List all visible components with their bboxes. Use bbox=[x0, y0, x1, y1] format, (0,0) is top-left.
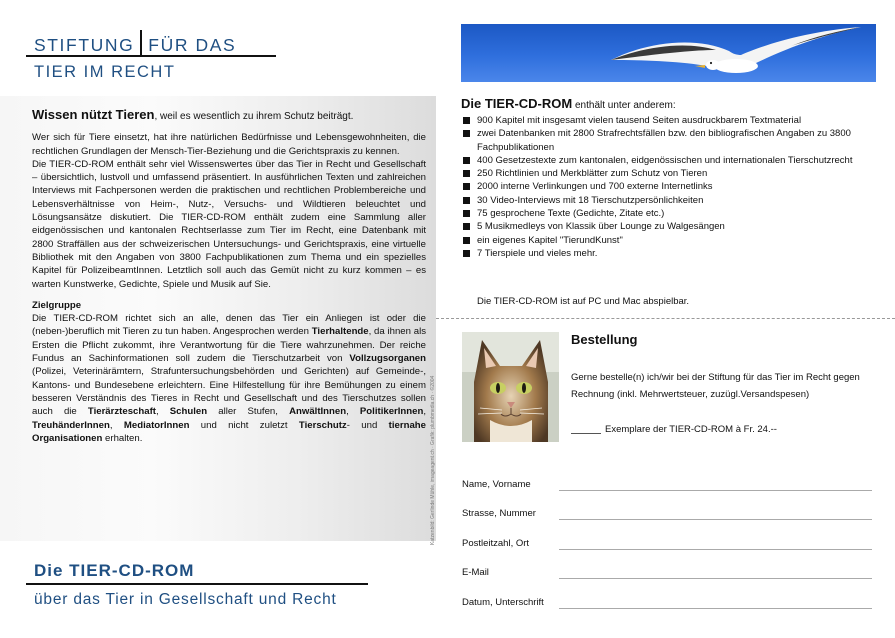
text-run: (Polizei, Veterinärämtern, Strafuntersuchungsbehörden und Gerichten) auf Gemeinde-, Kantons- und Bundesebene erleichtern. Eine Hilfestellung für ihre Bemühungen zu einem besseren Verständnis des Tieres in Recht und Gesellschaft und des Tierschutzes sollen auch die bbox=[32, 366, 426, 418]
intro-paragraph: Wer sich für Tiere einsetzt, hat ihre natürlichen Bedürfnisse und Lebensgewohnheiten, die rechtlichen Grundlagen der Mensch-Tier-Beziehung und die Gerichtspraxis zu kennen. bbox=[32, 132, 426, 157]
copies-line bbox=[571, 423, 777, 435]
order-text: Gerne bestelle(n) ich/wir bei der Stiftung für das Tier im Recht gegen Rechnung (inkl. Mehrwertsteuer, zuzügl.Versandspesen) bbox=[571, 372, 860, 400]
text-run: , da ihnen als Ersten die Pflicht zukommt, ihre Verantwortung für die Tiere wahrzunehmen. Der reiche Fundus an Sachinformationen soll zudem die Tierschutzarbeit von bbox=[32, 326, 427, 365]
list-item: ein eigenes Kapitel "TierundKunst" bbox=[461, 234, 881, 247]
bold-term: AnwältInnen bbox=[289, 406, 347, 418]
copies-label: Exemplare der TIER-CD-ROM à Fr. 24.-- bbox=[605, 424, 777, 435]
list-item: 900 Kapitel mit insgesamt vielen tausend Seiten ausdruckbarem Textmaterial bbox=[461, 114, 881, 127]
text-run: , bbox=[423, 406, 427, 418]
form-row-street bbox=[462, 508, 872, 522]
text-run: , bbox=[109, 419, 124, 431]
bold-term: TreuhänderInnen bbox=[32, 419, 110, 431]
bold-term: Tierschutz bbox=[298, 419, 347, 431]
features-heading-title: Die TIER-CD-ROM bbox=[461, 96, 573, 111]
lead-line bbox=[32, 108, 426, 123]
logo-rule bbox=[26, 55, 276, 57]
list-item: 5 Musikmedleys von Klassik über Lounge zu Walgesängen bbox=[461, 220, 881, 233]
email-field[interactable] bbox=[559, 578, 872, 579]
text-run: , bbox=[155, 406, 170, 418]
postcode-field[interactable] bbox=[559, 549, 872, 550]
image-credit-vertical: Katzenbild: Gerlinde Mühle, imageagent.ch · Grafik: plumbmedia.ch · ©2004 bbox=[430, 375, 436, 545]
bold-term: Vollzugsorganen bbox=[349, 353, 426, 365]
text-run: , bbox=[346, 406, 360, 418]
text-run: aller Stufen, bbox=[207, 406, 290, 418]
order-title: Bestellung bbox=[571, 332, 638, 347]
bold-term: MediatorInnen bbox=[123, 419, 190, 431]
logo-line1 bbox=[34, 30, 236, 56]
name-field[interactable] bbox=[559, 490, 872, 491]
list-item: 400 Gesetzestexte zum kantonalen, eidgenössischen und internationalen Tierschutzrecht bbox=[461, 154, 881, 167]
field-label: Name, Vorname bbox=[462, 479, 531, 490]
cat-photo bbox=[462, 332, 559, 442]
logo-words-fuer-das: FÜR DAS bbox=[148, 35, 237, 55]
logo-line2: TIER IM RECHT bbox=[34, 63, 176, 81]
signature-field[interactable] bbox=[559, 608, 872, 609]
cat-icon bbox=[462, 332, 559, 442]
bold-term: PolitikerInnen bbox=[359, 406, 424, 418]
cd-title-rule bbox=[26, 583, 368, 585]
text-run: und nicht zuletzt bbox=[189, 419, 299, 431]
platform-note: Die TIER-CD-ROM ist auf PC und Mac abspielbar. bbox=[477, 296, 690, 307]
text-run: - und bbox=[346, 419, 389, 431]
features-heading bbox=[461, 95, 676, 113]
list-item: zwei Datenbanken mit 2800 Strafrechtsfällen bzw. den bibliografischen Angaben zu 3800 Fachpublikationen bbox=[461, 127, 881, 154]
logo-divider bbox=[140, 30, 142, 56]
list-item: 30 Video-Interviews mit 18 Tierschutzpersönlichkeiten bbox=[461, 194, 881, 207]
zielgruppe-paragraph bbox=[32, 312, 426, 445]
list-item: 7 Tierspiele und vieles mehr. bbox=[461, 247, 881, 260]
bold-term: Schulen bbox=[169, 406, 208, 418]
lead-title: Wissen nützt Tieren bbox=[32, 107, 155, 122]
seagull-icon bbox=[461, 24, 876, 82]
spacer bbox=[32, 291, 426, 299]
cd-subtitle: über das Tier in Gesellschaft und Recht bbox=[34, 591, 337, 608]
bold-term: Tierärzteschaft bbox=[87, 406, 156, 418]
list-item: 75 gesprochene Texte (Gedichte, Zitate etc.) bbox=[461, 207, 881, 220]
spacer bbox=[32, 123, 426, 131]
list-item: 250 Richtlinien und Merkblätter zum Schutz von Tieren bbox=[461, 167, 881, 180]
field-label: Postleitzahl, Ort bbox=[462, 538, 530, 549]
bold-term: Tierhaltende bbox=[311, 326, 369, 338]
list-item: 2000 interne Verlinkungen und 700 externe Internetlinks bbox=[461, 180, 881, 193]
field-label: Strasse, Nummer bbox=[462, 508, 536, 519]
field-label: Datum, Unterschrift bbox=[462, 597, 544, 608]
field-label: E-Mail bbox=[462, 567, 489, 578]
features-heading-rest: enthält unter anderem: bbox=[572, 100, 676, 111]
form-row-name bbox=[462, 479, 872, 493]
form-row-email bbox=[462, 567, 872, 581]
seagull-banner-image bbox=[461, 24, 876, 82]
text-run: Die TIER-CD-ROM richtet sich an alle, denen das Tier ein Anliegen ist oder die (neben-)beruflich mit Tieren zu tun haben. Angesprochen werden bbox=[32, 313, 426, 338]
zielgruppe-heading: Zielgruppe bbox=[32, 299, 82, 311]
text-run: erhalten. bbox=[102, 432, 143, 444]
content-paragraph: Die TIER-CD-ROM enthält sehr viel Wissenswertes über das Tier in Recht und Gesellschaft – übersichtlich, lustvoll und umfassend präsentiert. In ausführlichen Texten und zahlreichen Interviews mit Fachpersonen werden die praktischen und rechtlichen Problembereiche und Lebensverhältnisse von Heim-, Nutz-, Versuchs- und Wildtieren beleuchtet und Lösungsansätze diskutiert. Die TIER-CD-ROM enthält zudem eine Sammlung aller eidgenössischen und kantonalen Rechtserlasse zum Tier im Recht, eine Datenbank mit 2800 Straffällen aus der schweizerischen Untersuchungs- und Gerichtspraxis, eine virtuelle Bibliothek mit den Angaben von 3800 Fachpublikationen zum Thema und ein spezielles Kapitel für PolizeibeamtInnen. Letztlich soll auch das Gemüt nicht zu kurz kommen – es warten Kunstwerke, Gedichte, Spiele und Musik auf Sie. bbox=[32, 158, 426, 290]
form-row-postcode bbox=[462, 538, 872, 552]
logo-word-stiftung: STIFTUNG bbox=[34, 35, 135, 55]
features-list bbox=[461, 114, 881, 260]
form-row-signature bbox=[462, 597, 872, 611]
street-field[interactable] bbox=[559, 519, 872, 520]
left-text-block bbox=[32, 108, 426, 445]
copies-quantity-field[interactable] bbox=[571, 423, 601, 434]
cd-title: Die TIER-CD-ROM bbox=[34, 561, 195, 580]
lead-rest: , weil es wesentlich zu ihrem Schutz beiträgt. bbox=[154, 111, 354, 122]
bold-term: tiernahe Organisationen bbox=[32, 419, 426, 444]
cut-line-divider bbox=[436, 318, 895, 319]
